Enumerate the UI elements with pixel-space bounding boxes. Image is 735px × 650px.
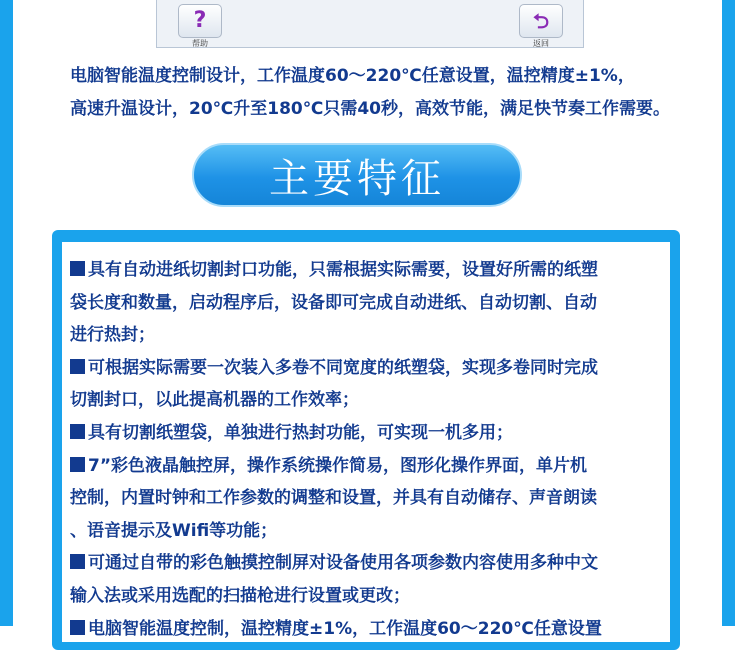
feature-text: 可通过自带的彩色触摸控制屏对设备使用各项参数内容使用多种中文 — [88, 553, 598, 574]
feature-line — [70, 417, 670, 450]
feature-line — [70, 515, 670, 548]
feature-text: 具有切割纸塑袋，单独进行热封功能，可实现一机多用； — [88, 422, 513, 443]
feature-text: 控制，内置时钟和工作参数的调整和设置，并具有自动储存、声音朗读 — [70, 488, 597, 509]
feature-text: 7”彩色液晶触控屏，操作系统操作简易，图形化操作界面，单片机 — [88, 455, 588, 476]
feature-text: 袋长度和数量，启动程序后，设备即可完成自动进纸、自动切割、自动 — [70, 292, 597, 313]
feature-line — [70, 613, 670, 646]
feature-text: 切割封口，以此提高机器的工作效率； — [70, 390, 359, 411]
intro-line: 电脑智能温度控制设计，工作温度60～220℃任意设置，温控精度±1%， — [70, 66, 635, 86]
feature-line — [70, 547, 670, 580]
back-button[interactable] — [519, 4, 563, 38]
feature-line — [70, 254, 670, 287]
feature-text: 、语音提示及Wifi等功能； — [70, 520, 278, 541]
question-mark-icon: ? — [193, 8, 207, 33]
feature-line — [70, 352, 670, 385]
square-bullet-icon — [70, 620, 85, 635]
feature-line — [70, 482, 670, 515]
help-caption: 帮助 — [192, 39, 208, 48]
feature-line — [70, 384, 670, 417]
feature-line — [70, 450, 670, 483]
square-bullet-icon — [70, 457, 85, 472]
feature-line — [70, 319, 670, 352]
back-caption: 返回 — [533, 39, 549, 48]
device-screen-preview — [156, 0, 584, 48]
intro-paragraph — [70, 60, 725, 126]
return-arrow-icon: ⮌ — [532, 9, 550, 33]
square-bullet-icon — [70, 554, 85, 569]
square-bullet-icon — [70, 359, 85, 374]
feature-text: 进行热封； — [70, 325, 155, 346]
left-border-bar — [0, 0, 13, 626]
section-title: 主要特征 — [269, 155, 445, 202]
help-button[interactable] — [178, 4, 222, 38]
intro-line: 高速升温设计，20℃升至180℃只需40秒，高效节能，满足快节奏工作需要。 — [70, 99, 670, 119]
feature-text: 具有自动进纸切割封口功能，只需根据实际需要，设置好所需的纸塑 — [88, 260, 598, 280]
square-bullet-icon — [70, 424, 85, 439]
section-title-banner — [192, 143, 522, 207]
square-bullet-icon — [70, 261, 85, 276]
feature-text: 可根据实际需要一次装入多卷不同宽度的纸塑袋，实现多卷同时完成 — [88, 357, 598, 378]
feature-list — [70, 254, 670, 645]
feature-text: 输入法或采用选配的扫描枪进行设置或更改； — [70, 585, 410, 606]
feature-line — [70, 287, 670, 320]
feature-text: 电脑智能温度控制，温控精度±1%，工作温度60～220℃任意设置 — [88, 618, 602, 639]
feature-line — [70, 580, 670, 613]
